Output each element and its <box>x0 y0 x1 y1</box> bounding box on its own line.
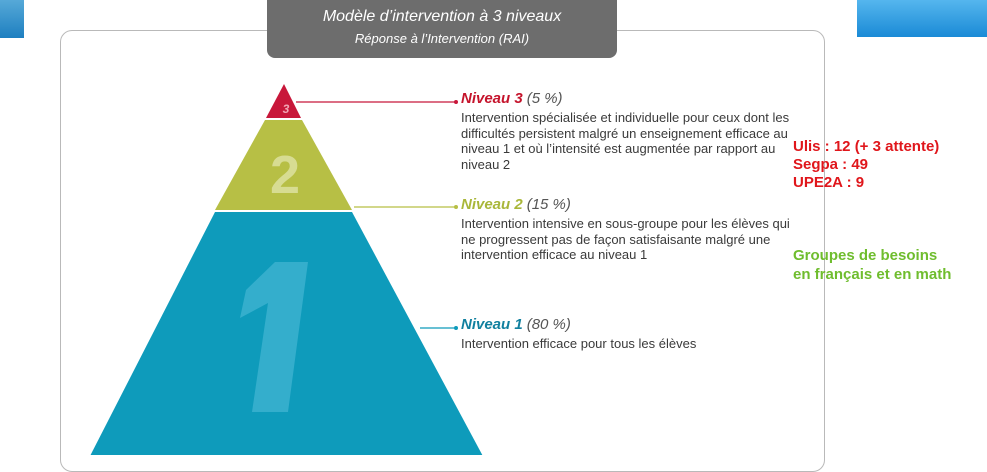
connector-dot-2 <box>454 205 458 209</box>
level-2-heading <box>461 196 791 213</box>
level-2-name: Niveau 2 <box>461 196 523 213</box>
diagram-title: Modèle d’intervention à 3 niveaux <box>322 8 562 25</box>
level-2-description: Intervention intensive en sous-groupe pour les élèves qui ne progressent pas de façon satisfaisante malgré une intervention efficace au niveau 1 <box>461 216 790 262</box>
level-3-name: Niveau 3 <box>461 90 523 107</box>
diagram-subtitle: Réponse à l’Intervention (RAI) <box>354 31 530 46</box>
level-1-percent: (80 %) <box>526 316 571 333</box>
level-1-heading <box>461 316 791 333</box>
level-3-heading <box>461 90 791 107</box>
level-3-description: Intervention spécialisée et individuelle pour ceux dont les difficultés persistent malgré un enseignement efficace au niveau 1 et où l’intensité est augmentée par rapport au niveau 2 <box>461 110 790 172</box>
annotation-ulis: Ulis : 12 (+ 3 attente) <box>793 138 940 155</box>
annotation-upe2a: UPE2A : 9 <box>793 174 865 191</box>
annotation-segpa: Segpa : 49 <box>793 156 869 173</box>
annotation-groupes-line-1: Groupes de besoins <box>793 247 938 264</box>
level-2-block <box>461 196 791 263</box>
level-1-block <box>461 316 791 352</box>
annotation-groupes-line-2: en français et en math <box>793 266 952 283</box>
red-annotation <box>793 138 939 192</box>
level-1-description: Intervention efficace pour tous les élèves <box>461 336 697 351</box>
level-3-block <box>461 90 791 172</box>
tier-2-number: 2 <box>269 145 301 205</box>
tier-3-number: 3 <box>282 102 290 116</box>
level-3-percent: (5 %) <box>526 90 563 107</box>
connector-dot-1 <box>454 326 458 330</box>
connector-dot-3 <box>454 100 458 104</box>
level-1-name: Niveau 1 <box>461 316 523 333</box>
level-2-percent: (15 %) <box>526 196 571 213</box>
green-annotation <box>793 246 951 284</box>
